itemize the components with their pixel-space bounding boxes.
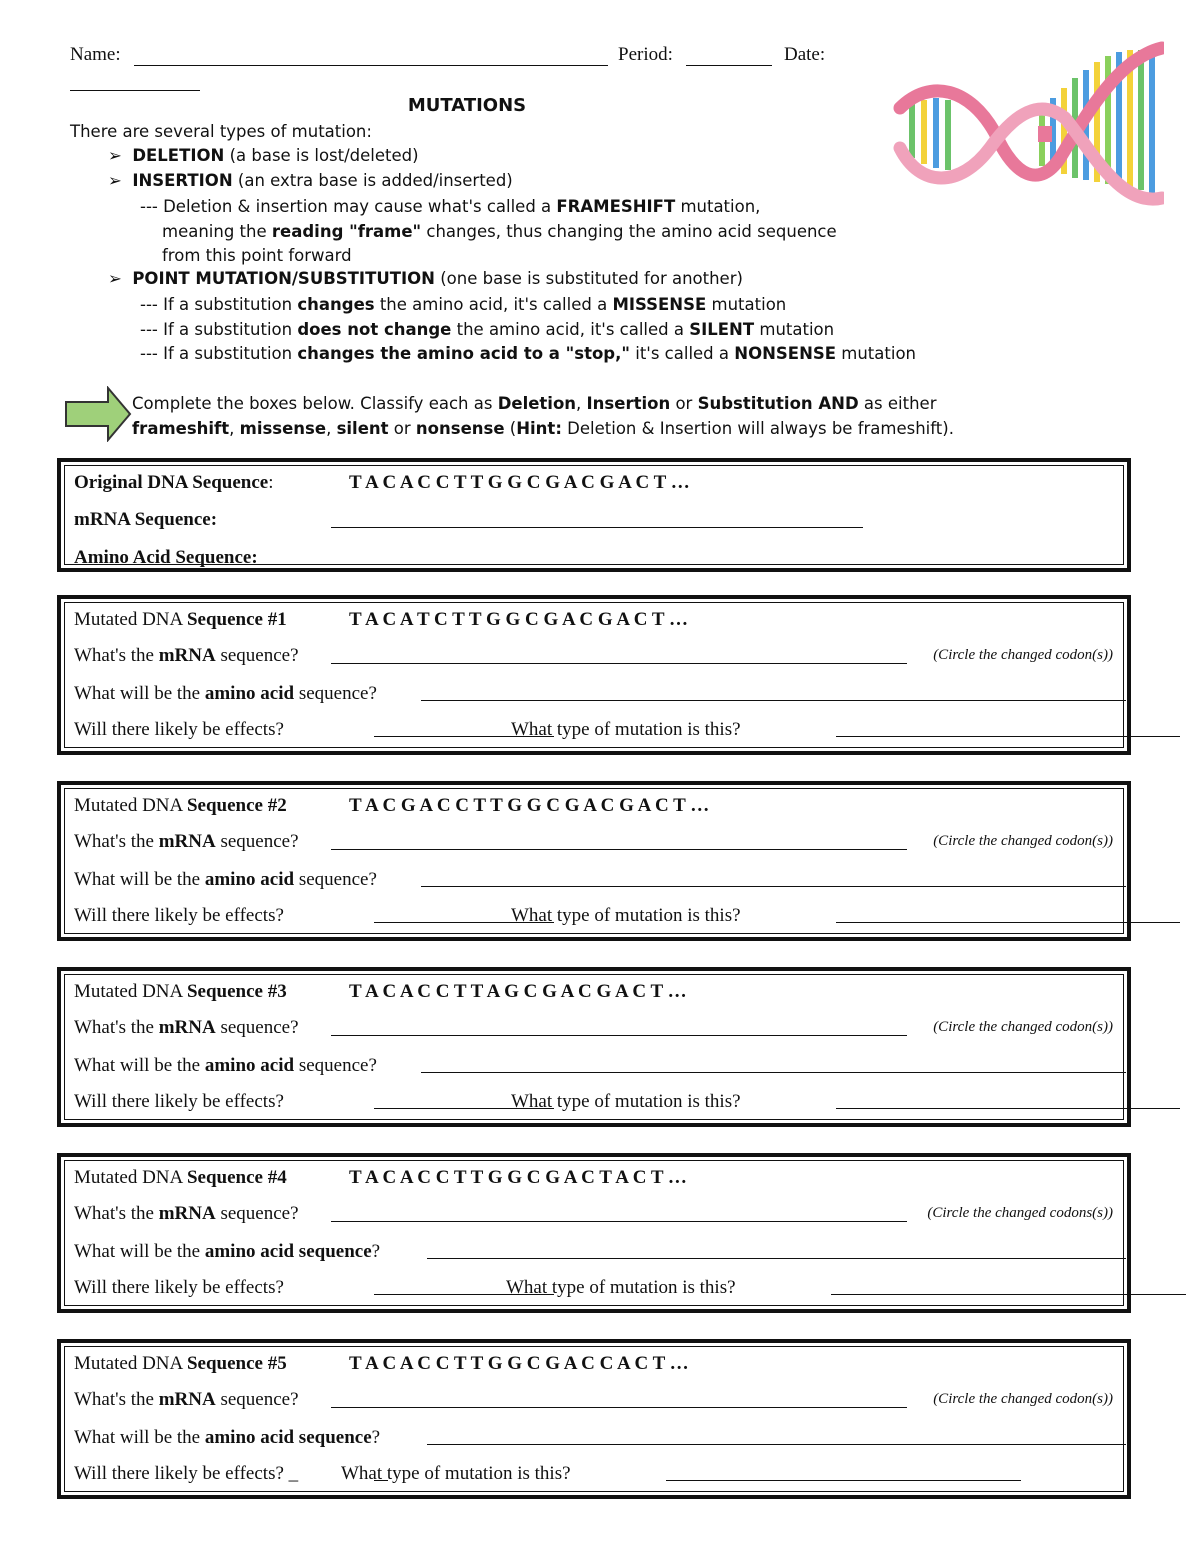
circle-hint: (Circle the changed codon(s)) [933, 1019, 1113, 1035]
mutated-dna-label: Mutated DNA Sequence #1 [74, 609, 287, 630]
mutated-dna-label: Mutated DNA Sequence #4 [74, 1167, 287, 1188]
date-field[interactable] [70, 90, 200, 91]
circle-hint: (Circle the changed codon(s)) [933, 647, 1113, 663]
mutation-box-5 [57, 1339, 1131, 1499]
mutation-type-question: What type of mutation is this? [341, 1463, 571, 1484]
amino-acid-question: What will be the amino acid sequence? [74, 683, 377, 704]
bullet-insertion: ➢ INSERTION (an extra base is added/inserted) [108, 171, 513, 190]
arrow-bullet-icon: ➢ [108, 146, 122, 165]
date-label: Date: [784, 44, 826, 65]
name-label: Name: [70, 44, 121, 65]
mutation-box-3 [57, 967, 1131, 1127]
original-dna-label: Original DNA Sequence: [74, 472, 274, 493]
effects-question: Will there likely be effects? [74, 1277, 284, 1298]
circle-hint: (Circle the changed codon(s)) [933, 1391, 1113, 1407]
mutation-box-2 [57, 781, 1131, 941]
circle-hint: (Circle the changed codons(s)) [927, 1205, 1113, 1221]
effects-question: Will there likely be effects? [74, 1091, 284, 1112]
amino-acid-question: What will be the amino acid sequence? [74, 1427, 381, 1448]
amino-acid-question: What will be the amino acid sequence? [74, 1241, 381, 1262]
mrna-answer-field[interactable] [331, 1035, 907, 1036]
mrna-question: What's the mRNA sequence? [74, 1389, 299, 1410]
effects-question: Will there likely be effects? _ [74, 1463, 299, 1484]
mutated-dna-label: Mutated DNA Sequence #5 [74, 1353, 287, 1374]
amino-acid-answer-field[interactable] [421, 1072, 1126, 1073]
mutation-type-question: What type of mutation is this? [511, 1091, 741, 1112]
original-dna-sequence: T A C A C C T T G G C G A C G A C T … [349, 472, 690, 493]
mutated-dna-sequence: T A C A C C T T G G C G A C T A C T … [349, 1167, 687, 1188]
amino-acid-answer-field[interactable] [427, 1444, 1126, 1445]
mutated-dna-label: Mutated DNA Sequence #2 [74, 795, 287, 816]
mutation-box-4 [57, 1153, 1131, 1313]
mutation-type-question: What type of mutation is this? [511, 905, 741, 926]
mutation-type-answer-field[interactable] [836, 922, 1180, 923]
frameshift-note: --- Deletion & insertion may cause what's called a FRAMESHIFT mutation, meaning the reading "frame" changes, thus changing the amino acid sequence from this point forward [140, 197, 837, 265]
bullet-deletion: ➢ DELETION (a base is lost/deleted) [108, 146, 419, 165]
original-sequence-box [57, 458, 1131, 572]
mrna-answer-field[interactable] [331, 1221, 907, 1222]
original-mrna-field[interactable] [331, 527, 863, 528]
circle-hint: (Circle the changed codon(s)) [933, 833, 1113, 849]
mrna-question: What's the mRNA sequence? [74, 645, 299, 666]
effects-question: Will there likely be effects? [74, 719, 284, 740]
substitution-notes: --- If a substitution changes the amino acid, it's called a MISSENSE mutation --- If a substitution does not change the amino acid, it's called a SILENT mutation --- If a substitution changes the amino acid to a "stop," it's called a NONSENSE mutation [140, 295, 916, 363]
mutated-dna-sequence: T A C A C C T T A G C G A C G A C T … [349, 981, 687, 1002]
mrna-answer-field[interactable] [331, 663, 907, 664]
mrna-question: What's the mRNA sequence? [74, 1017, 299, 1038]
amino-acid-answer-field[interactable] [427, 1258, 1126, 1259]
mutated-dna-label: Mutated DNA Sequence #3 [74, 981, 287, 1002]
mutated-dna-sequence: T A C G A C C T T G G C G A C G A C T … [349, 795, 710, 816]
amino-acid-question: What will be the amino acid sequence? [74, 1055, 377, 1076]
instructions: Complete the boxes below. Classify each as Deletion, Insertion or Substitution AND as either frameshift, missense, silent or nonsense (Hint: Deletion & Insertion will always be frameshift). [132, 394, 954, 438]
mutation-box-1 [57, 595, 1131, 755]
page-title: MUTATIONS [407, 95, 527, 116]
period-field[interactable] [686, 65, 772, 66]
dna-helix-illustration [890, 38, 1164, 214]
mutation-type-question: What type of mutation is this? [506, 1277, 736, 1298]
original-aa-label: Amino Acid Sequence: [74, 547, 258, 568]
effects-question: Will there likely be effects? [74, 905, 284, 926]
intro-lead: There are several types of mutation: [70, 122, 372, 141]
mutation-type-answer-field[interactable] [836, 1108, 1180, 1109]
mutated-dna-sequence: T A C A T C T T G G C G A C G A C T … [349, 609, 688, 630]
amino-acid-answer-field[interactable] [421, 886, 1126, 887]
mrna-answer-field[interactable] [331, 1407, 907, 1408]
arrow-bullet-icon: ➢ [108, 171, 122, 190]
period-label: Period: [618, 44, 673, 65]
amino-acid-question: What will be the amino acid sequence? [74, 869, 377, 890]
bullet-point-mutation: ➢ POINT MUTATION/SUBSTITUTION (one base is substituted for another) [108, 269, 743, 288]
name-field[interactable] [134, 65, 608, 66]
mrna-question: What's the mRNA sequence? [74, 831, 299, 852]
mutation-type-answer-field[interactable] [666, 1480, 1021, 1481]
mrna-answer-field[interactable] [331, 849, 907, 850]
mutation-type-answer-field[interactable] [836, 736, 1180, 737]
arrow-bullet-icon: ➢ [108, 269, 122, 288]
green-arrow-icon [64, 386, 132, 442]
amino-acid-answer-field[interactable] [421, 700, 1126, 701]
mutated-dna-sequence: T A C A C C T T G G C G A C C A C T … [349, 1353, 689, 1374]
mutation-type-question: What type of mutation is this? [511, 719, 741, 740]
original-mrna-label: mRNA Sequence: [74, 509, 218, 530]
mutation-type-answer-field[interactable] [831, 1294, 1186, 1295]
mrna-question: What's the mRNA sequence? [74, 1203, 299, 1224]
